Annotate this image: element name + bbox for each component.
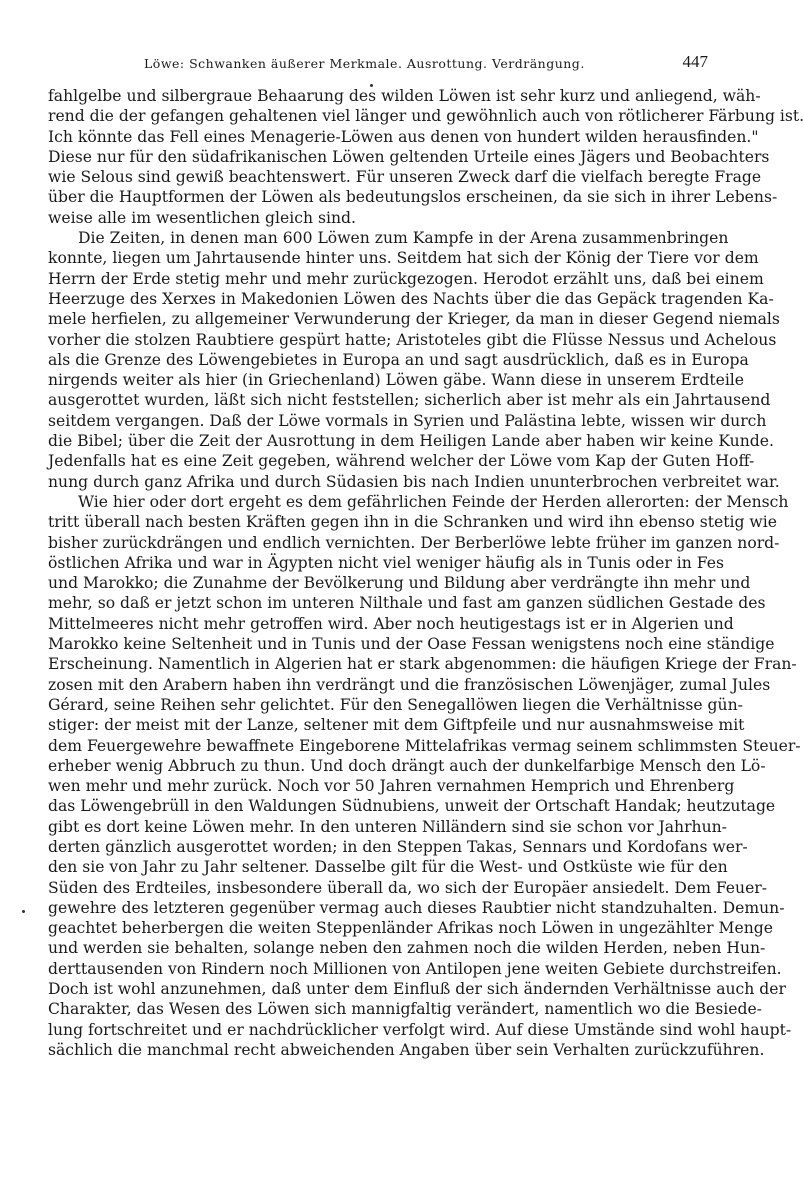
- text-line: Die Zeiten, in denen man 600 Löwen zum Kampfe in der Arena zusammenbringen: [78, 229, 729, 248]
- running-head: Löwe: Schwanken äußerer Merkmale. Ausrottung. Verdrängung.: [144, 56, 585, 71]
- text-line: Jedenfalls hat es eine Zeit gegeben, während welcher der Löwe vom Kap der Guten Hoff-: [48, 452, 755, 471]
- text-line: Diese nur für den südafrikanischen Löwen geltenden Urteile eines Jägers und Beobachters: [48, 147, 770, 166]
- text-line: Gérard, seine Reihen sehr gelichtet. Für den Senegallöwen liegen die Verhältnisse gün-: [48, 695, 743, 714]
- text-line: rend die der gefangen gehaltenen viel länger und gewöhnlich auch von rötlicherer Färbung ist.: [48, 107, 804, 126]
- text-line: Charakter, das Wesen des Löwen sich mannigfaltig verändert, namentlich wo die Besiede-: [48, 1000, 762, 1019]
- text-line: seitdem vergangen. Daß der Löwe vormals in Syrien und Palästina lebte, wissen wir durch: [48, 411, 767, 430]
- text-line: bisher zurückdrängen und endlich vernichten. Der Berberlöwe lebte früher im ganzen nord-: [48, 533, 780, 552]
- text-line: als die Grenze des Löwengebietes in Europa an und sagt ausdrücklich, daß es in Europa: [48, 350, 749, 369]
- text-line: geachtet beherbergen die weiten Steppenländer Afrikas noch Löwen in ungezählter Menge: [48, 919, 773, 938]
- text-line: Wie hier oder dort ergeht es dem gefährlichen Feinde der Herden allerorten: der Mensch: [78, 492, 789, 511]
- text-line: den sie von Jahr zu Jahr seltener. Dasselbe gilt für die West- und Ostküste wie für den: [48, 858, 728, 877]
- text-line: konnte, liegen um Jahrtausende hinter uns. Seitdem hat sich der König der Tiere vor dem: [48, 249, 759, 268]
- text-line: wen mehr und mehr zurück. Noch vor 50 Jahren vernahmen Hemprich und Ehrenberg: [48, 777, 735, 796]
- page-header: [48, 52, 708, 78]
- text-line: nirgends weiter als hier (in Griechenland) Löwen gäbe. Wann diese in unserem Erdteile: [48, 371, 745, 390]
- paragraph: [48, 228, 780, 492]
- text-line: das Löwengebrüll in den Waldungen Südnubiens, unweit der Ortschaft Handak; heutzutage: [48, 797, 776, 816]
- print-speck: [22, 910, 25, 913]
- text-line: mele herfielen, zu allgemeiner Verwunderung der Krieger, da man in dieser Gegend niemals: [48, 310, 780, 329]
- text-line: dem Feuergewehre bewaffnete Eingeborene Mittelafrikas vermag seinem schlimmsten Steuer-: [48, 736, 801, 755]
- text-line: Ich könnte das Fell eines Menagerie-Löwen aus denen von hundert wilden herausfinden.": [48, 127, 759, 146]
- text-line: derten gänzlich ausgerottet worden; in den Steppen Takas, Sennars und Kordofans wer-: [48, 837, 748, 856]
- page-number: 447: [682, 52, 708, 71]
- text-line: sächlich die manchmal recht abweichenden Angaben über sein Verhalten zurückzuführen.: [48, 1040, 765, 1059]
- text-line: über die Hauptformen der Löwen als bedeutungslos erscheinen, da sie sich in ihrer Lebens-: [48, 188, 778, 207]
- text-line: nung durch ganz Afrika und durch Südasien bis nach Indien ununterbrochen verbreitet war.: [48, 472, 780, 491]
- text-line: mehr, so daß er jetzt schon im unteren Nilthale und fast am ganzen südlichen Gestade des: [48, 594, 766, 613]
- paragraph: [48, 86, 804, 228]
- text-line: derttausenden von Rindern noch Millionen von Antilopen jene weiten Gebiete durchstreifen.: [48, 959, 782, 978]
- text-line: Mittelmeeres nicht mehr getroffen wird. Aber noch heutigestags ist er in Algerien und: [48, 614, 734, 633]
- text-line: östlichen Afrika und war in Ägypten nicht viel weniger häufig als in Tunis oder in Fes: [48, 553, 724, 572]
- text-line: erheber wenig Abbruch zu thun. Und doch drängt auch der dunkelfarbige Mensch den Lö-: [48, 756, 766, 775]
- text-line: zosen mit den Arabern haben ihn verdrängt und die französischen Löwenjäger, zumal Jules: [48, 675, 771, 694]
- text-line: die Bibel; über die Zeit der Ausrottung in dem Heiligen Lande aber haben wir keine Kunde.: [48, 432, 774, 451]
- body-text: [48, 86, 804, 1060]
- text-line: Erscheinung. Namentlich in Algerien hat er stark abgenommen: die häufigen Kriege der Fran-: [48, 655, 797, 674]
- text-line: Herrn der Erde stetig mehr und mehr zurückgezogen. Herodot erzählt uns, daß bei einem: [48, 269, 764, 288]
- text-line: Doch ist wohl anzunehmen, daß unter dem Einfluß der sich ändernden Verhältnisse auch der: [48, 980, 786, 999]
- text-line: gibt es dort keine Löwen mehr. In den unteren Nilländern sind sie schon vor Jahrhun-: [48, 817, 727, 836]
- text-line: ausgerottet wurden, läßt sich nicht feststellen; sicherlich aber ist mehr als ein Jahrtausend: [48, 391, 771, 410]
- text-line: stiger: der meist mit der Lanze, seltener mit dem Giftpfeile und nur ausnahmsweise mit: [48, 716, 745, 735]
- text-line: und werden sie behalten, solange neben den zahmen noch die wilden Herden, neben Hun-: [48, 939, 766, 958]
- text-line: fahlgelbe und silbergraue Behaarung des wilden Löwen ist sehr kurz und anliegend, wäh-: [48, 87, 761, 105]
- text-line: Süden des Erdteiles, insbesondere überall da, wo sich der Europäer ansiedelt. Dem Feuer-: [48, 878, 768, 897]
- text-line: gewehre des letzteren gegenüber vermag auch dieses Raubtier nicht standzuhalten. Demun-: [48, 898, 785, 917]
- text-line: Heerzuge des Xerxes in Makedonien Löwen des Nachts über die das Gepäck tragenden Ka-: [48, 289, 774, 308]
- text-line: lung fortschreitet und er nachdrücklicher verfolgt wird. Auf diese Umstände sind wohl haupt-: [48, 1020, 792, 1039]
- text-line: und Marokko; die Zunahme der Bevölkerung und Bildung aber verdrängte ihn mehr und: [48, 574, 751, 593]
- text-line: Marokko keine Seltenheit und in Tunis und der Oase Fessan wenigstens noch eine ständige: [48, 635, 775, 654]
- text-line: weise alle im wesentlichen gleich sind.: [48, 208, 356, 227]
- text-line: vorher die stolzen Raubtiere gespürt hatte; Aristoteles gibt die Flüsse Nessus und Achelous: [48, 330, 777, 349]
- paragraph: [48, 492, 801, 1060]
- text-line: tritt überall nach besten Kräften gegen ihn in die Schranken und wird ihn ebenso stetig wie: [48, 513, 777, 532]
- text-line: wie Selous sind gewiß beachtenswert. Für unseren Zweck darf die vielfach beregte Frage: [48, 168, 762, 187]
